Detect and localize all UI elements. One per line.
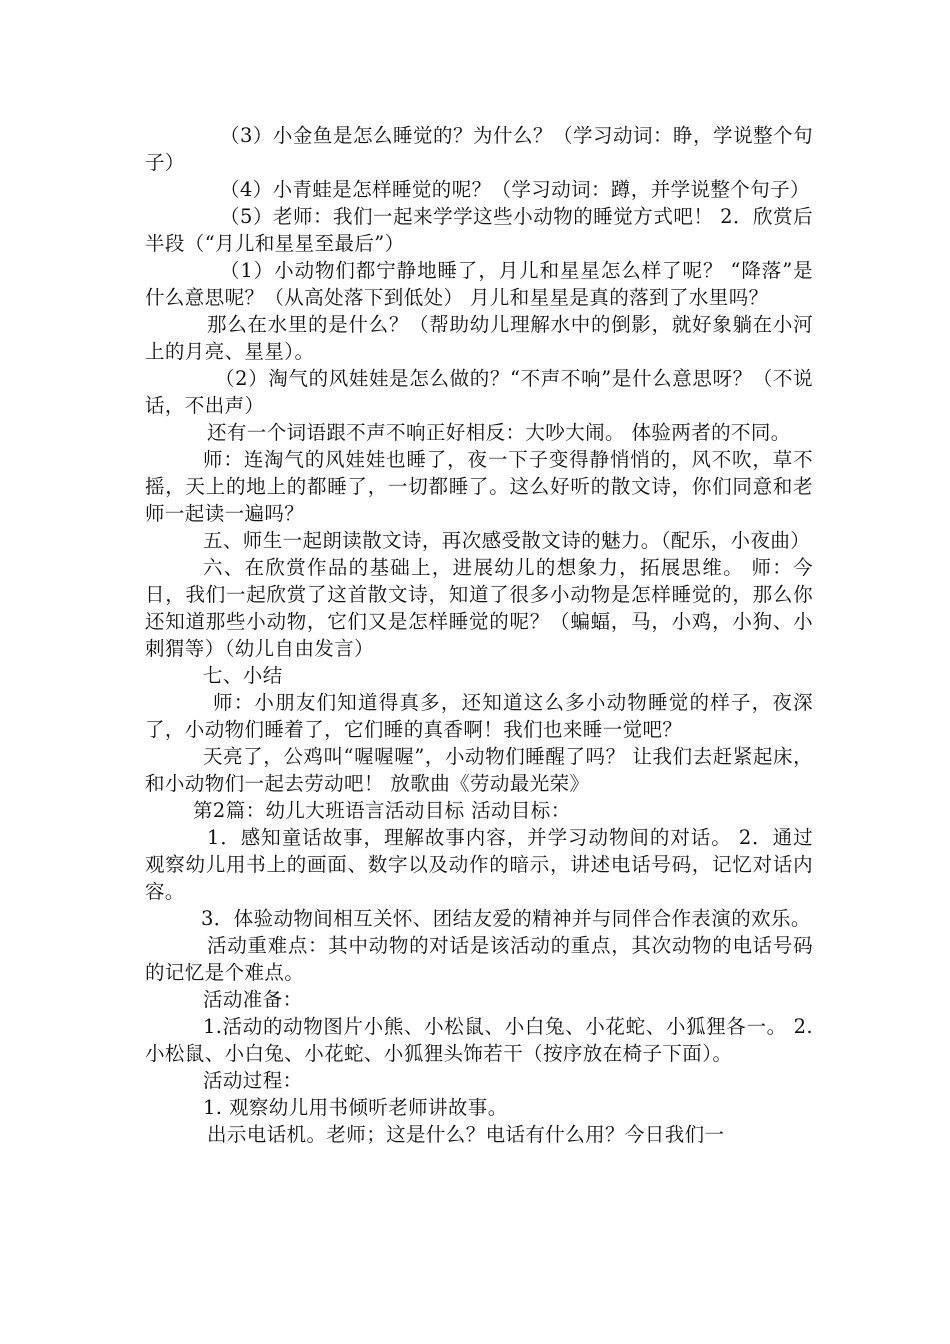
paragraph: 五、师生一起朗读散文诗，再次感受散文诗的魅力。（配乐，小夜曲） [203, 529, 811, 552]
paragraph: 1. 观察幼儿用书倾听老师讲故事。 [203, 1096, 508, 1119]
paragraph: 那么在水里的是什么？（帮助幼儿理解水中的倒影，就好象躺在小河上的月亮、星星）。 [145, 313, 813, 363]
paragraph: 活动准备： [203, 988, 303, 1011]
paragraph: 第2篇：幼儿大班语言活动目标 活动目标： [193, 799, 571, 822]
paragraph: （4）小青蛙是怎样睡觉的呢？（学习动词：蹲，并学说整个句子） [220, 178, 810, 201]
paragraph: 出示电话机。老师；这是什么？电话有什么用？今日我们一 [207, 1123, 725, 1146]
paragraph: （5）老师：我们一起来学学这些小动物的睡觉方式吧！ 2．欣赏后半段（“月儿和星星至最后”） [145, 205, 813, 255]
paragraph: 3．体验动物间相互关怀、团结友爱的精神并与同伴合作表演的欢乐。 [201, 907, 811, 930]
paragraph: 活动过程： [203, 1069, 303, 1092]
paragraph: 1．感知童话故事，理解故事内容，并学习动物间的对话。 2．通过观察幼儿用书上的画面、数字以及动作的暗示，讲述电话号码，记忆对话内容。 [145, 826, 813, 903]
paragraph: 师：小朋友们知道得真多，还知道这么多小动物睡觉的样子，夜深了，小动物们睡着了，它们睡的真香啊！我们也来睡一觉吧？ [145, 691, 813, 741]
paragraph: 天亮了，公鸡叫“喔喔喔”，小动物们睡醒了吗？ 让我们去赶紧起床，和小动物们一起去劳动吧！ 放歌曲《劳动最光荣》 [145, 745, 813, 795]
paragraph: 师：连淘气的风娃娃也睡了，夜一下子变得静悄悄的，风不吹，草不摇，天上的地上的都睡了，一切都睡了。这么好听的散文诗，你们同意和老师一起读一遍吗？ [145, 448, 813, 525]
paragraph: （3）小金鱼是怎么睡觉的？为什么？（学习动词：睁，学说整个句子） [145, 124, 813, 174]
paragraph: 还有一个词语跟不声不响正好相反：大吵大闹。 体验两者的不同。 [207, 421, 791, 444]
paragraph: 七、小结 [203, 664, 283, 687]
paragraph: （1）小动物们都宁静地睡了，月儿和星星怎么样了呢？ “降落”是什么意思呢？（从高处落下到低处） 月儿和星星是真的落到了水里吗？ [145, 259, 813, 309]
document-body [145, 122, 813, 1148]
paragraph: 活动重难点：其中动物的对话是该活动的重点，其次动物的电话号码的记忆是个难点。 [145, 934, 813, 984]
paragraph: 六、在欣赏作品的基础上，进展幼儿的想象力，拓展思维。 师：今日，我们一起欣赏了这首散文诗，知道了很多小动物是怎样睡觉的，那么你还知道那些小动物，它们又是怎样睡觉的呢？（蝙蝠，马，小鸡，小狗、小刺猬等）（幼儿自由发言） [145, 556, 813, 660]
paragraph: （2）淘气的风娃娃是怎么做的？“不声不响”是什么意思呀？（不说话，不出声） [145, 367, 813, 417]
paragraph: 1.活动的动物图片小熊、小松鼠、小白兔、小花蛇、小狐狸各一。 2.小松鼠、小白兔、小花蛇、小狐狸头饰若干（按序放在椅子下面）。 [145, 1015, 813, 1065]
